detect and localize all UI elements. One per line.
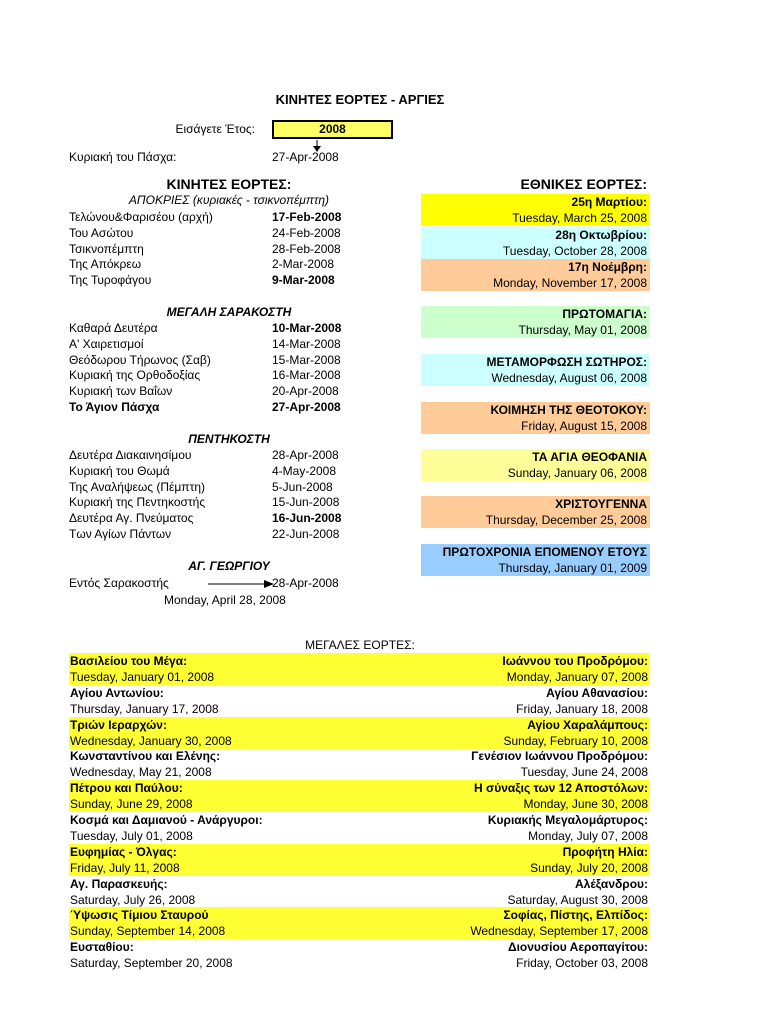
apokries-row-date: 28-Feb-2008	[272, 241, 341, 256]
page-title: ΚΙΝΗΤΕΣ ΕΟΡΤΕΣ - ΑΡΓΙΕΣ	[275, 92, 445, 107]
major-feast-left-date: Wednesday, January 30, 2008	[70, 733, 232, 748]
lent-row-label: Θεόδωρου Τήρωνος (Σαβ)	[69, 352, 211, 367]
major-feast-right-name: Γενέσιον Ιωάννου Προδρόμου:	[471, 749, 648, 764]
major-feast-right-name: Κυριακής Μεγαλομάρτυρος:	[487, 813, 648, 827]
national-holiday-name: ΚΟΙΜΗΣΗ ΤΗΣ ΘΕΟΤΟΚΟΥ:	[490, 403, 647, 417]
major-feast-right-name: Αγίου Χαραλάμπους:	[527, 717, 648, 732]
year-input[interactable]: 2008	[272, 120, 393, 139]
lent-row-date: 10-Mar-2008	[272, 321, 342, 335]
major-feast-right-date: Saturday, August 30, 2008	[507, 892, 648, 907]
major-feast-right-date: Monday, January 07, 2008	[506, 670, 648, 684]
major-feast-left-date: Saturday, July 26, 2008	[70, 892, 196, 907]
major-feast-left-name: Αγίου Αντωνίου:	[70, 685, 164, 700]
major-feast-left-date: Sunday, September 14, 2008	[70, 924, 226, 939]
major-feast-left-name: Κωνσταντίνου και Ελένης:	[70, 749, 221, 764]
national-holiday	[421, 402, 650, 434]
national-holiday-date: Monday, November 17, 2008	[493, 276, 647, 290]
major-feast-right-date: Sunday, July 20, 2008	[530, 860, 648, 875]
apokries-row-label: Του Ασώτου	[69, 225, 134, 240]
major-feast-left-name: Τριών Ιεραρχών:	[70, 717, 167, 732]
major-feast-row	[69, 780, 650, 812]
pentecost-row-date: 4-May-2008	[272, 463, 337, 478]
lent-heading: ΜΕΓΑΛΗ ΣΑΡΑΚΟΣΤΗ	[166, 305, 292, 319]
apokries-heading: ΑΠΟΚΡΙΕΣ (κυριακές - τσικνοπέμπτη)	[128, 193, 330, 207]
major-feast-row	[69, 685, 650, 717]
george-label: Εντός Σαρακοστής	[69, 576, 169, 590]
national-holidays-heading: ΕΘΝΙΚΕΣ ΕΟΡΤΕΣ:	[520, 176, 647, 192]
pentecost-row-label: Δευτέρα Διακαινησίμου	[69, 448, 192, 462]
major-feast-right-name: Αγίου Αθανασίου:	[546, 685, 648, 700]
lent-row-date: 16-Mar-2008	[272, 368, 341, 383]
national-holiday	[421, 306, 650, 338]
major-feast-left-date: Friday, July 11, 2008	[70, 860, 180, 875]
apokries-row-date: 9-Mar-2008	[272, 273, 335, 288]
lent-row-label: Κυριακή των Βαΐων	[69, 384, 173, 399]
major-feasts-heading: ΜΕΓΑΛΕΣ ΕΟΡΤΕΣ:	[305, 638, 415, 652]
national-holiday-date: Sunday, January 06, 2008	[507, 466, 647, 480]
major-feast-left-name: Αγ. Παρασκευής:	[70, 876, 168, 891]
major-feast-right-date: Monday, June 30, 2008	[523, 797, 648, 812]
pentecost-heading: ΠΕΝΤΗΚΟΣΤΗ	[188, 432, 270, 446]
major-feast-row	[69, 812, 650, 844]
major-feast-left-name: Ευσταθίου:	[70, 940, 134, 955]
major-feast-left-name: Κοσμά και Δαμιανού - Ανάργυροι:	[70, 813, 263, 827]
apokries-row-label: Τελώνου&Φαρισέου (αρχή)	[69, 210, 213, 224]
national-holiday-name: ΜΕΤΑΜΟΡΦΩΣΗ ΣΩΤΗΡΟΣ:	[486, 355, 647, 369]
major-feast-row	[69, 844, 650, 876]
major-feast-right-name: Διονυσίου Αεροπαγίτου:	[507, 940, 648, 955]
national-holiday	[421, 259, 650, 291]
major-feast-left-date: Tuesday, July 01, 2008	[70, 829, 193, 843]
major-feast-right-name: Προφήτη Ηλία:	[562, 844, 648, 859]
national-holiday-date: Friday, August 15, 2008	[521, 419, 647, 433]
major-feast-left-name: Ευφημίας - Όλγας:	[70, 844, 177, 859]
major-feast-right-name: Αλέξανδρου:	[574, 876, 648, 891]
lent-row-label: Το Άγιον Πάσχα	[69, 400, 160, 414]
major-feast-right-date: Sunday, February 10, 2008	[503, 733, 648, 748]
pentecost-row-label: Των Αγίων Πάντων	[69, 527, 172, 541]
national-holiday-name: ΠΡΩΤΟΧΡΟΝΙΑ ΕΠΟΜΕΝΟΥ ΕΤΟΥΣ	[442, 545, 647, 559]
national-holiday	[421, 354, 650, 386]
major-feast-left-name: Βασιλείου του Μέγα:	[70, 654, 188, 668]
easter-label: Κυριακή του Πάσχα:	[69, 150, 177, 164]
major-feast-right-date: Monday, July 07, 2008	[528, 829, 648, 843]
national-holiday	[421, 227, 650, 259]
national-holiday-name: ΠΡΩΤΟΜΑΓΙΑ:	[562, 307, 647, 321]
pentecost-row-label: Της Αναλήψεως (Πέμπτη)	[69, 479, 205, 494]
major-feast-right-name: Ιωάννου του Προδρόμου:	[502, 654, 648, 668]
national-holiday	[421, 449, 650, 481]
arrow-right-icon	[208, 578, 274, 590]
national-holiday-name: ΧΡΙΣΤΟΥΓΕΝΝΑ	[555, 497, 647, 511]
pentecost-row-date: 16-Jun-2008	[272, 511, 342, 526]
major-feast-row	[69, 876, 650, 908]
pentecost-row-label: Δευτέρα Αγ. Πνεύματος	[69, 511, 194, 526]
major-feast-left-name: Πέτρου και Παύλου:	[70, 781, 183, 796]
national-holiday-name: 28η Οκτωβρίου:	[555, 228, 647, 242]
lent-row-date: 27-Apr-2008	[272, 400, 341, 414]
lent-row-label: Κυριακή της Ορθοδοξίας	[69, 368, 201, 383]
major-feast-left-date: Saturday, September 20, 2008	[70, 956, 233, 971]
apokries-row-label: Της Τυροφάγου	[69, 273, 152, 288]
national-holiday-name: ΤΑ ΑΓΙΑ ΘΕΟΦΑΝΙΑ	[532, 450, 647, 464]
pentecost-row-date: 5-Jun-2008	[272, 479, 333, 494]
major-feast-left-date: Thursday, January 17, 2008	[70, 701, 219, 716]
pentecost-row-date: 22-Jun-2008	[272, 527, 340, 541]
national-holiday-date: Tuesday, March 25, 2008	[512, 211, 647, 225]
national-holiday-date: Thursday, January 01, 2009	[498, 561, 647, 575]
national-holiday-date: Tuesday, October 28, 2008	[502, 244, 647, 258]
apokries-row-date: 2-Mar-2008	[272, 257, 335, 272]
major-feast-left-date: Tuesday, January 01, 2008	[70, 670, 215, 684]
major-feast-row	[69, 939, 650, 971]
major-feast-right-date: Friday, January 18, 2008	[516, 701, 648, 716]
major-feast-right-date: Wednesday, September 17, 2008	[470, 924, 648, 939]
major-feast-right-date: Friday, October 03, 2008	[516, 956, 648, 971]
national-holiday-date: Thursday, May 01, 2008	[518, 323, 647, 337]
lent-row-label: Α' Χαιρετισμοί	[69, 336, 144, 351]
pentecost-row-label: Κυριακή του Θωμά	[69, 463, 170, 478]
major-feast-right-name: Σοφίας, Πίστης, Ελπίδος:	[503, 908, 648, 923]
national-holiday-name: 25η Μαρτίου:	[571, 195, 647, 209]
george-long-date: Monday, April 28, 2008	[164, 593, 286, 607]
easter-date: 27-Apr-2008	[272, 150, 339, 164]
major-feast-row	[69, 748, 650, 780]
major-feast-row	[69, 907, 650, 939]
lent-row-date: 20-Apr-2008	[272, 384, 339, 399]
major-feast-left-date: Sunday, June 29, 2008	[70, 797, 193, 812]
national-holiday-date: Thursday, December 25, 2008	[485, 513, 647, 527]
lent-row-date: 14-Mar-2008	[272, 336, 341, 351]
year-input-label: Εισάγετε Έτος:	[175, 122, 255, 136]
george-date: 28-Apr-2008	[272, 576, 339, 590]
major-feast-left-name: Ύψωσις Τίμιου Σταυρού	[70, 908, 209, 923]
apokries-row-label: Της Απόκρεω	[69, 257, 142, 272]
national-holiday	[421, 194, 650, 226]
major-feast-row	[69, 717, 650, 749]
pentecost-row-date: 15-Jun-2008	[272, 495, 340, 510]
pentecost-row-label: Κυριακή της Πεντηκοστής	[69, 495, 206, 510]
major-feast-right-date: Tuesday, June 24, 2008	[520, 765, 648, 780]
pentecost-row-date: 28-Apr-2008	[272, 448, 339, 462]
national-holiday	[421, 496, 650, 528]
national-holiday	[421, 544, 650, 576]
major-feast-right-name: Η σύναξις των 12 Αποστόλων:	[474, 781, 648, 796]
apokries-row-date: 24-Feb-2008	[272, 225, 341, 240]
national-holiday-name: 17η Νοέμβρη:	[568, 260, 647, 274]
major-feast-left-date: Wednesday, May 21, 2008	[70, 765, 212, 780]
george-heading: ΑΓ. ΓΕΩΡΓΙΟΥ	[188, 559, 270, 573]
lent-row-date: 15-Mar-2008	[272, 352, 341, 367]
national-holiday-date: Wednesday, August 06, 2008	[491, 371, 647, 385]
major-feast-row	[69, 653, 650, 685]
lent-row-label: Καθαρά Δευτέρα	[69, 321, 158, 335]
apokries-row-label: Τσικνοπέμπτη	[69, 241, 144, 256]
apokries-row-date: 17-Feb-2008	[272, 210, 342, 224]
movable-feasts-heading: ΚΙΝΗΤΕΣ ΕΟΡΤΕΣ:	[166, 176, 292, 192]
